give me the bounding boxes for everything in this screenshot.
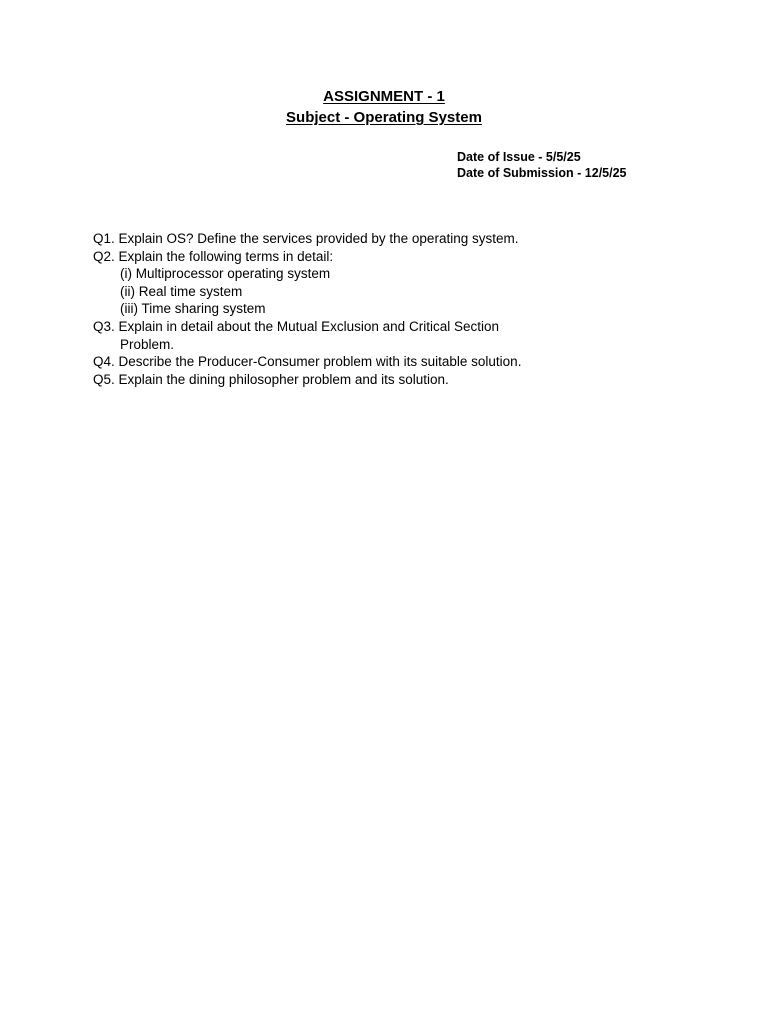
assignment-title: ASSIGNMENT - 1 xyxy=(323,88,445,105)
question-2-item: (ii) Real time system xyxy=(120,283,243,299)
question-list xyxy=(93,230,653,388)
question-2-item: (iii) Time sharing system xyxy=(120,301,266,317)
question-4: Q4. Describe the Producer-Consumer problem with its suitable solution. xyxy=(93,354,522,370)
question-3-continuation: Problem. xyxy=(120,336,175,352)
date-of-issue: Date of Issue - 5/5/25 xyxy=(457,150,581,164)
question-5: Q5. Explain the dining philosopher problem and its solution. xyxy=(93,371,449,387)
dates-block xyxy=(457,149,627,181)
question-2: Q2. Explain the following terms in detail: xyxy=(93,248,334,264)
question-1: Q1. Explain OS? Define the services provided by the operating system. xyxy=(93,231,519,246)
date-of-submission: Date of Submission - 12/5/25 xyxy=(457,166,627,180)
subject-title: Subject - Operating System xyxy=(286,109,482,126)
question-3: Q3. Explain in detail about the Mutual Exclusion and Critical Section xyxy=(93,318,499,334)
question-2-item: (i) Multiprocessor operating system xyxy=(120,266,331,282)
